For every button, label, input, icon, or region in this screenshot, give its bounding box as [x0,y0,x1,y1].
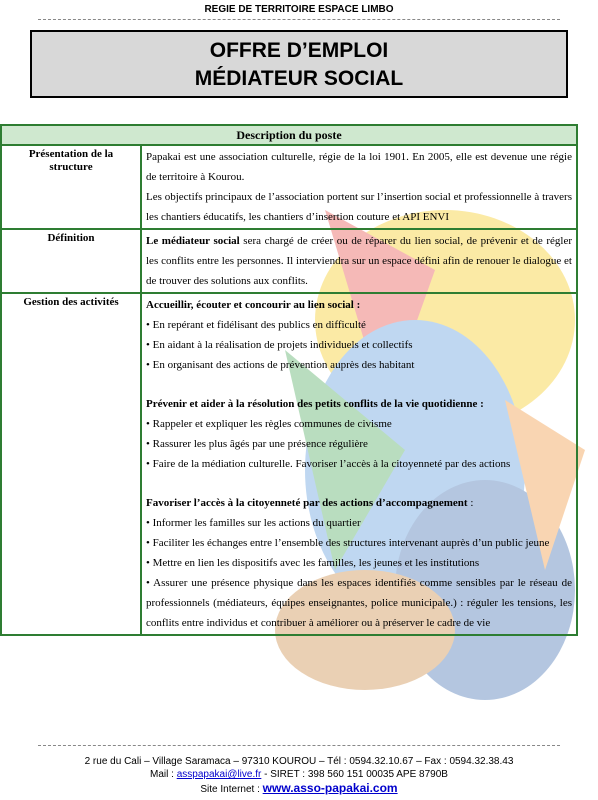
siret-text: - SIRET : 398 560 151 00035 APE 8790B [261,769,448,780]
list-item: • Informer les familles sur les actions du quartier [146,517,361,529]
definition-content [142,230,576,292]
list-item: • En organisant des actions de prévention auprès des habitant [146,359,415,371]
list-item: • Faire de la médiation culturelle. Favoriser l’accès à la citoyenneté par des actions [146,458,511,470]
footer-website [0,782,598,796]
presentation-paragraph-2: Les objectifs principaux de l’association portent sur l’insertion social et professionnelle à travers les chantiers éducatifs, les chantiers d’insertion couture et API ENVI [146,191,572,223]
job-title-box [30,30,568,98]
list-item: • Faciliter les échanges entre l’ensemble des structures intervenant auprès d’un public jeune [146,537,550,549]
footer-address: 2 rue du Cali – Village Saramaca – 97310 KOUROU – Tél : 0594.32.10.67 – Fax : 0594.32.38.43 [84,756,514,767]
gestion-content [142,294,576,634]
title-line-1: OFFRE D’EMPLOI [209,39,389,62]
table-row-definition [2,230,576,294]
section-2-title: Prévenir et aider à la résolution des petits conflits de la vie quotidienne : [146,398,484,410]
list-item: • En aidant à la réalisation de projets individuels et collectifs [146,339,413,351]
site-label: Site Internet : [200,784,263,795]
title-line-2: MÉDIATEUR SOCIAL [194,67,404,90]
presentation-content [142,146,576,228]
footer-divider [38,745,560,747]
section-3-title: Favoriser l’accès à la citoyenneté par des actions d’accompagnement [146,497,468,509]
table-row-presentation [2,146,576,230]
gestion-label: Gestion des activités [2,294,142,634]
list-item: • En repérant et fidélisant des publics en difficulté [146,319,366,331]
list-item: • Assurer une présence physique dans les espaces identifiés comme sensibles par le réseau de professionnels (médiateurs, équipes enseignantes, police municipale.) : réguler les tensions, les conflits entre individus et contribuer à améliorer ou à préserver le cadre de vie [146,577,572,629]
section-1-title: Accueillir, écouter et concourir au lien social : [146,299,361,311]
organization-header: REGIE DE TERRITOIRE ESPACE LIMBO [204,4,394,15]
list-item: • Rassurer les plus âgés par une présence régulière [146,438,368,450]
list-item: • Mettre en lien les dispositifs avec les familles, les jeunes et les institutions [146,557,480,569]
footer-contact [0,769,598,781]
job-description-table [0,124,578,636]
website-link[interactable]: www.asso-papakai.com [262,781,398,795]
definition-label: Définition [2,230,142,292]
section-3-suffix: : [467,497,474,509]
presentation-label: Présentation de la structure [2,146,142,228]
definition-lead: Le médiateur social [146,235,240,247]
mail-label: Mail : [150,769,177,780]
definition-text: sera chargé de créer ou de réparer du lien social, de prévenir et de régler les conflits entre les personnes. Il interviendra sur un espace défini afin de renouer le dialogue et de trouver des solutions aux conflits. [146,235,572,287]
header-divider [38,19,560,21]
email-link[interactable]: asspapakai@live.fr [176,769,262,780]
presentation-paragraph-1: Papakai est une association culturelle, régie de la loi 1901. En 2005, elle est devenue une régie de territoire à Kourou. [146,151,572,183]
list-item: • Rappeler et expliquer les règles communes de civisme [146,418,392,430]
table-row-gestion [2,294,576,634]
table-heading: Description du poste [2,126,576,146]
